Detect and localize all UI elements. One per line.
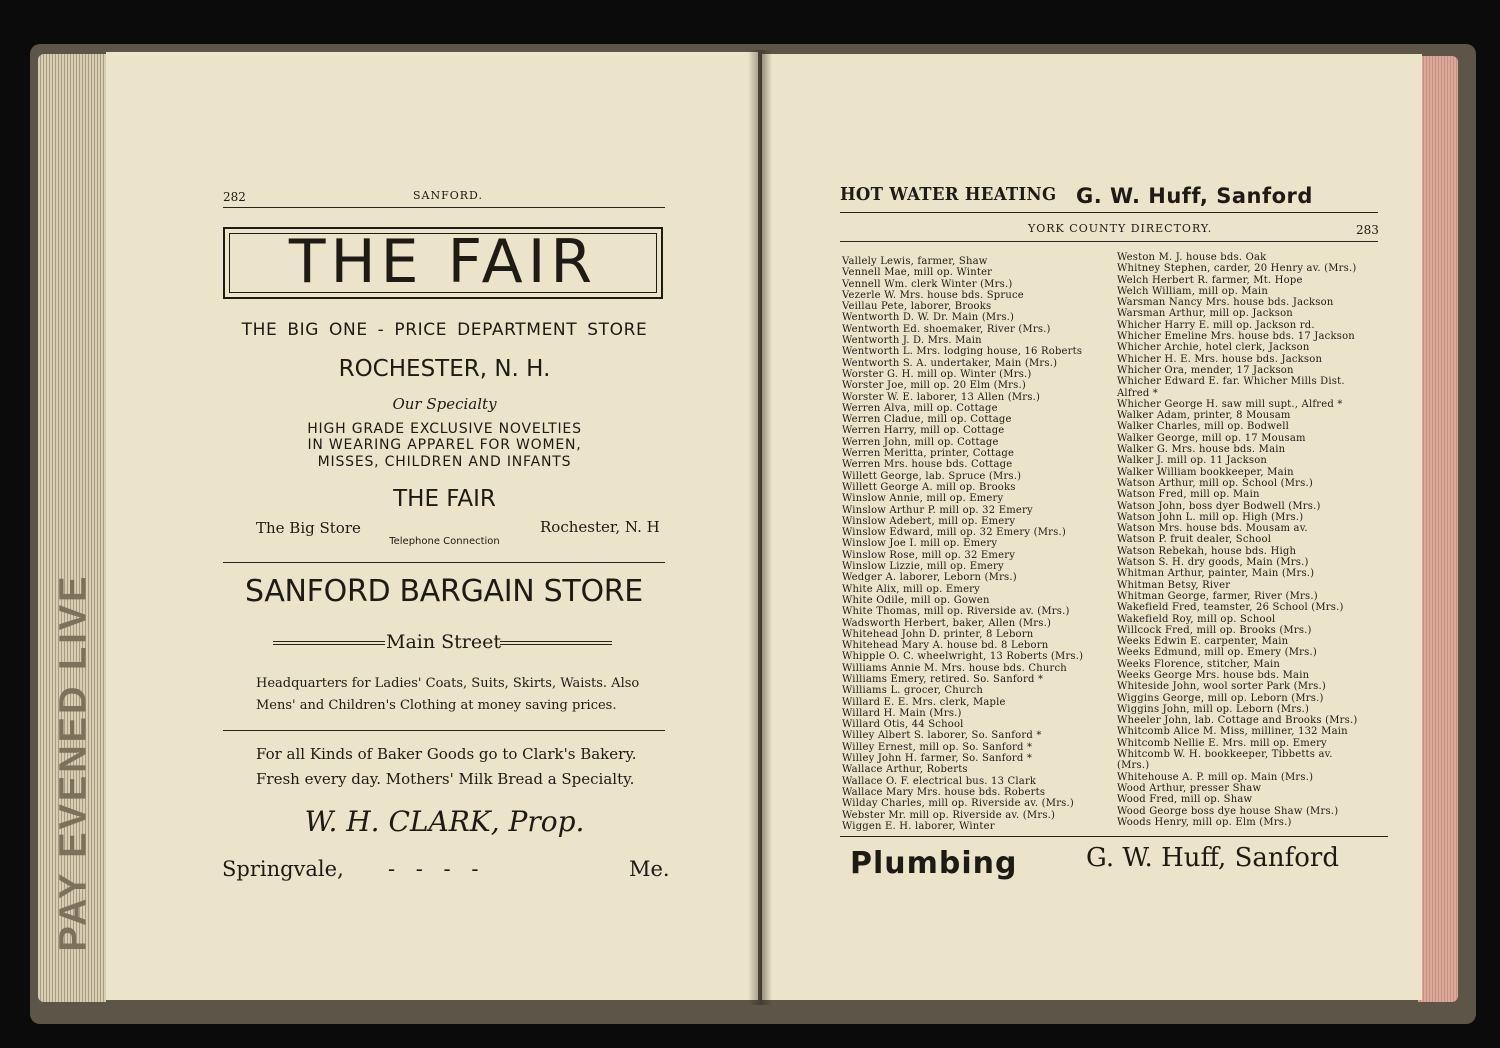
directory-entry: White Odile, mill op. Gowen	[842, 594, 990, 606]
directory-entry: Watson John L. mill op. High (Mrs.)	[1117, 511, 1304, 523]
directory-entry: Webster Mr. mill op. Riverside av. (Mrs.)	[842, 809, 1056, 821]
directory-entry: Whitman Betsy, River	[1117, 579, 1231, 591]
fair-specialty-label: Our Specialty	[392, 395, 497, 413]
directory-entry: Whitehead Mary A. house bd. 8 Leborn	[842, 640, 1049, 652]
bargain-line-1: Headquarters for Ladies' Coats, Suits, Skirts, Waists. Also	[256, 676, 640, 691]
directory-entry: Watson P. fruit dealer, School	[1117, 534, 1272, 546]
directory-entry: Wood George boss dye house Shaw (Mrs.)	[1117, 805, 1339, 817]
directory-entry: Werren Alva, mill op. Cottage	[842, 402, 998, 414]
directory-entry: Walker J. mill op. 11 Jackson	[1117, 455, 1268, 467]
directory-entry: Worster Joe, mill op. 20 Elm (Mrs.)	[842, 380, 1026, 392]
directory-entry: Williams Annie M. Mrs. house bds. Church	[842, 662, 1067, 674]
street-rule-right-2	[500, 644, 612, 645]
street-rule-left	[273, 641, 385, 642]
clark-line-1: For all Kinds of Baker Goods go to Clark's Bakery.	[256, 745, 637, 763]
directory-entry: Whitehead John D. printer, 8 Leborn	[842, 628, 1034, 640]
bottom-banner-rule	[840, 836, 1388, 837]
directory-entry: Willey Albert S. laborer, So. Sanford *	[842, 730, 1042, 742]
directory-entry: Willett George, lab. Spruce (Mrs.)	[842, 470, 1022, 482]
directory-entry: Willett George A. mill op. Brooks	[842, 481, 1016, 493]
directory-entry: Walker Charles, mill op. Bodwell	[1117, 421, 1290, 433]
directory-column-2	[1117, 252, 1387, 828]
right-running-head: YORK COUNTY DIRECTORY.	[1028, 222, 1213, 235]
bottom-banner-right: G. W. Huff, Sanford	[1086, 843, 1339, 873]
directory-entry: Winslow Annie, mill op. Emery	[842, 493, 1004, 505]
clark-state: Me.	[629, 857, 670, 881]
directory-entry: Weeks Edmund, mill op. Emery (Mrs.)	[1117, 647, 1317, 659]
ad-divider-2	[223, 730, 665, 731]
top-banner-left: HOT WATER HEATING	[840, 184, 1057, 205]
directory-entry: Watson S. H. dry goods, Main (Mrs.)	[1117, 557, 1309, 569]
directory-entry: Vezerle W. Mrs. house bds. Spruce	[842, 289, 1024, 301]
book-gutter	[748, 50, 772, 1005]
directory-entry: Watson John, boss dyer Bodwell (Mrs.)	[1117, 500, 1321, 512]
top-banner-rule	[840, 212, 1378, 213]
directory-entry: Whitcomb Alice M. Miss, milliner, 132 Main	[1117, 726, 1348, 738]
directory-entry: Weeks George Mrs. house bds. Main	[1117, 669, 1310, 681]
directory-entry: Whipple O. C. wheelwright, 13 Roberts (Mrs.)	[842, 651, 1084, 663]
fair-big-store: The Big Store	[256, 519, 361, 537]
right-page-number: 283	[1356, 223, 1379, 237]
directory-entry: Willcock Fred, mill op. Brooks (Mrs.)	[1117, 624, 1312, 636]
directory-entry: Winslow Edward, mill op. 32 Emery (Mrs.)	[842, 527, 1066, 539]
street-rule-left-2	[273, 644, 385, 645]
fair-specialty-line-3: MISSES, CHILDREN AND INFANTS	[317, 454, 572, 470]
fair-telephone: Telephone Connection	[389, 536, 500, 547]
bargain-line-2: Mens' and Children's Clothing at money saving prices.	[256, 698, 617, 713]
directory-entry: Williams Emery, retired. So. Sanford *	[842, 673, 1044, 685]
directory-entry: Whicher Emeline Mrs. house bds. 17 Jackson	[1117, 331, 1355, 343]
directory-entry: Whitney Stephen, carder, 20 Henry av. (Mrs.)	[1117, 263, 1357, 275]
page-edges-right	[1418, 56, 1458, 1002]
directory-entry: Werren Harry, mill op. Cottage	[842, 425, 1005, 437]
left-header-rule	[223, 207, 665, 208]
clark-dashes: - - - -	[388, 857, 479, 881]
spine-text: PAY EVENED LIVE	[52, 573, 95, 952]
ad-divider-1	[223, 562, 665, 563]
directory-entry: Wood Arthur, presser Shaw	[1117, 782, 1262, 794]
directory-entry: Walker Adam, printer, 8 Mousam	[1117, 410, 1291, 422]
left-page-number: 282	[223, 190, 246, 204]
directory-entry: Woods Henry, mill op. Elm (Mrs.)	[1117, 816, 1292, 828]
spine-lettering	[44, 120, 104, 980]
directory-entry: Whitcomb W. H. bookkeeper, Tibbetts av.	[1117, 749, 1333, 761]
directory-entry: Werren Mrs. house bds. Cottage	[842, 459, 1013, 471]
directory-entry: Werren Cladue, mill op. Cottage	[842, 414, 1012, 426]
top-banner-right: G. W. Huff, Sanford	[1076, 184, 1313, 208]
directory-entry: Winslow Arthur P. mill op. 32 Emery	[842, 504, 1033, 516]
directory-entry: Wentworth S. A. undertaker, Main (Mrs.)	[842, 357, 1058, 369]
clark-proprietor: W. H. CLARK, Prop.	[304, 805, 585, 838]
directory-entry: Whicher Archie, hotel clerk, Jackson	[1117, 342, 1310, 354]
fair-specialty-line-1: HIGH GRADE EXCLUSIVE NOVELTIES	[307, 421, 582, 437]
directory-entry: Warsman Arthur, mill op. Jackson	[1117, 308, 1293, 320]
clark-line-2: Fresh every day. Mothers' Milk Bread a Specialty.	[256, 770, 635, 788]
directory-entry: Worster W. E. laborer, 13 Allen (Mrs.)	[842, 391, 1041, 403]
directory-entry: Alfred *	[1117, 387, 1158, 399]
directory-entry: Whiteside John, wool sorter Park (Mrs.)	[1117, 681, 1326, 693]
directory-entry: Wiggins John, mill op. Leborn (Mrs.)	[1117, 703, 1310, 715]
directory-entry: Walker William bookkeeper, Main	[1117, 466, 1294, 478]
fair-title-box	[223, 227, 663, 299]
directory-entry: Willard Otis, 44 School	[842, 719, 964, 731]
directory-entry: Welch Herbert R. farmer, Mt. Hope	[1117, 274, 1303, 286]
directory-entry: Wentworth Ed. shoemaker, River (Mrs.)	[842, 323, 1051, 335]
directory-entry: Wentworth J. D. Mrs. Main	[842, 335, 982, 347]
directory-entry: Wheeler John, lab. Cottage and Brooks (Mrs.)	[1117, 715, 1358, 727]
directory-entry: Vallely Lewis, farmer, Shaw	[842, 256, 988, 267]
directory-entry: Winslow Adebert, mill op. Emery	[842, 515, 1016, 527]
directory-entry: Winslow Lizzie, mill op. Emery	[842, 561, 1004, 573]
directory-entry: Wentworth D. W. Dr. Main (Mrs.)	[842, 312, 1015, 324]
directory-entry: Walker George, mill op. 17 Mousam	[1117, 432, 1306, 444]
left-running-head: SANFORD.	[413, 189, 483, 202]
directory-entry: Walker G. Mrs. house bds. Main	[1117, 444, 1286, 456]
directory-entry: Veillau Pete, laborer, Brooks	[842, 301, 992, 313]
directory-entry: Wallace Mary Mrs. house bds. Roberts	[842, 786, 1046, 798]
directory-entry: Weeks Florence, stitcher, Main	[1117, 658, 1281, 670]
directory-entry: Warsman Nancy Mrs. house bds. Jackson	[1117, 297, 1334, 309]
directory-entry: Winslow Rose, mill op. 32 Emery	[842, 549, 1016, 561]
directory-entry: Willey John H. farmer, So. Sanford *	[842, 753, 1033, 765]
directory-entry: Whicher Ora, mender, 17 Jackson	[1117, 364, 1294, 376]
fair-specialty-line-2: IN WEARING APPAREL FOR WOMEN,	[307, 437, 582, 453]
directory-entry: Vennell Mae, mill op. Winter	[842, 267, 993, 279]
directory-column-1	[842, 256, 1110, 832]
fair-tagline: THE BIG ONE - PRICE DEPARTMENT STORE	[241, 320, 648, 340]
directory-entry: Wilday Charles, mill op. Riverside av. (Mrs.)	[842, 798, 1074, 810]
directory-entry: Wood Fred, mill op. Shaw	[1117, 794, 1253, 806]
directory-entry: Winslow Joe I. mill op. Emery	[842, 538, 998, 550]
directory-entry: Willey Ernest, mill op. So. Sanford *	[842, 741, 1033, 753]
directory-entry: Wadsworth Herbert, baker, Allen (Mrs.)	[842, 617, 1052, 629]
directory-entry: Wallace Arthur, Roberts	[842, 764, 968, 776]
directory-entry: Whicher H. E. Mrs. house bds. Jackson	[1117, 353, 1323, 365]
directory-entry: Whicher George H. saw mill supt., Alfred *	[1117, 398, 1343, 410]
bargain-title: SANFORD BARGAIN STORE	[245, 574, 643, 609]
directory-entry: Watson Rebekah, house bds. High	[1117, 545, 1297, 557]
fair-title: THE FAIR	[288, 227, 598, 297]
directory-entry: Watson Fred, mill op. Main	[1117, 489, 1260, 501]
directory-entry: Werren John, mill op. Cottage	[842, 436, 999, 448]
directory-entry: Worster G. H. mill op. Winter (Mrs.)	[842, 368, 1032, 380]
directory-entry: Wiggins George, mill op. Leborn (Mrs.)	[1117, 692, 1324, 704]
fair-city: ROCHESTER, N. H.	[338, 356, 551, 382]
directory-entry: Wallace O. F. electrical bus. 13 Clark	[842, 775, 1037, 787]
directory-entry: Vennell Wm. clerk Winter (Mrs.)	[842, 278, 1013, 290]
directory-entry: Whitman Arthur, painter, Main (Mrs.)	[1117, 568, 1315, 580]
directory-entry: Werren Meritta, printer, Cottage	[842, 448, 1015, 460]
directory-entry: Welch William, mill op. Main	[1117, 285, 1268, 297]
directory-entry: (Mrs.)	[1117, 760, 1150, 772]
directory-entry: Whitman George, farmer, River (Mrs.)	[1117, 590, 1318, 602]
directory-entry: Wakefield Roy, mill op. School	[1117, 613, 1276, 625]
bargain-street: Main Street	[386, 631, 501, 653]
directory-entry: Willard H. Main (Mrs.)	[842, 707, 962, 719]
directory-entry: Weston M. J. house bds. Oak	[1117, 252, 1267, 263]
directory-entry: Whicher Harry E. mill op. Jackson rd.	[1117, 319, 1315, 331]
bottom-banner-left: Plumbing	[850, 846, 1018, 881]
fair-location: Rochester, N. H	[540, 518, 660, 536]
street-rule-right	[500, 641, 612, 642]
directory-entry: Whitehouse A. P. mill op. Main (Mrs.)	[1117, 771, 1314, 783]
directory-entry: Watson Arthur, mill op. School (Mrs.)	[1117, 477, 1313, 489]
directory-entry: Wakefield Fred, teamster, 26 School (Mrs.)	[1117, 602, 1344, 614]
directory-entry: Wentworth L. Mrs. lodging house, 16 Roberts	[842, 346, 1083, 358]
directory-entry: Whicher Edward E. far. Whicher Mills Dist.	[1117, 376, 1345, 388]
directory-entry: White Thomas, mill op. Riverside av. (Mrs.)	[842, 606, 1070, 618]
directory-entry: Watson Mrs. house bds. Mousam av.	[1117, 523, 1308, 535]
right-header-rule	[840, 241, 1378, 242]
clark-town: Springvale,	[222, 857, 344, 881]
directory-entry: Williams L. grocer, Church	[842, 685, 983, 697]
directory-entry: Wedger A. laborer, Leborn (Mrs.)	[842, 572, 1017, 584]
fair-title-2: THE FAIR	[393, 486, 496, 512]
directory-entry: Wiggen E. H. laborer, Winter	[842, 820, 995, 832]
directory-entry: Weeks Edwin E. carpenter, Main	[1117, 636, 1289, 648]
directory-entry: White Alix, mill op. Emery	[842, 583, 981, 595]
directory-entry: Whitcomb Nellie E. Mrs. mill op. Emery	[1117, 737, 1327, 749]
directory-entry: Willard E. E. Mrs. clerk, Maple	[842, 696, 1006, 708]
